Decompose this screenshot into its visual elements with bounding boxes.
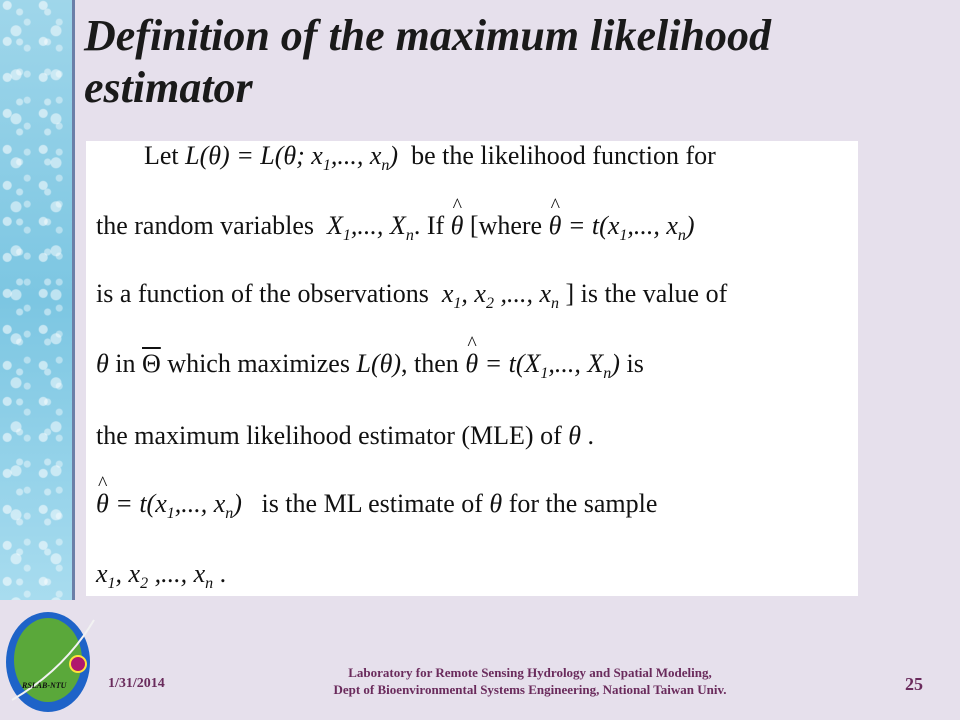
text-then: , then xyxy=(401,349,466,378)
likelihood-short: L(θ) xyxy=(356,349,402,378)
slide-title: Definition of the maximum likelihood estimator xyxy=(84,11,771,112)
sample-expr: $x_1$, $x_2$ ,..., $x_n$ xyxy=(96,559,214,593)
content-line-5: the maximum likelihood estimator (MLE) of θ . xyxy=(96,421,595,450)
rslab-logo xyxy=(4,600,96,716)
slide-date: 1/31/2014 xyxy=(108,676,165,691)
sidebar-divider xyxy=(72,0,75,600)
theta-hat-symbol: ^ θ xyxy=(451,211,464,241)
text-is: is xyxy=(626,349,644,378)
logo-text: RSLAB-NTU xyxy=(22,681,67,690)
content-line-6: ^ $\theta = t(x_1$,..., $x_n$) is the ML estimate of θ for the sample xyxy=(96,489,657,523)
content-line-1 xyxy=(144,141,716,175)
text-where: [where xyxy=(469,211,549,240)
text-which-maximizes: which maximizes xyxy=(167,349,357,378)
footer-line-2: Dept of Bioenvironmental Systems Engineering, National Taiwan Univ. xyxy=(333,682,727,697)
text-let: Let xyxy=(144,141,186,170)
footer-affiliation xyxy=(270,664,790,698)
likelihood-expression: L(θ) = L(θ; $x_1$,..., $x_n$) xyxy=(185,141,399,175)
footer-line-1: Laboratory for Remote Sensing Hydrology and Spatial Modeling, xyxy=(348,665,712,680)
text-for-sample: for the sample xyxy=(508,489,658,518)
theta-symbol-3: θ xyxy=(489,489,503,518)
text-in: in xyxy=(115,349,143,378)
theta-hat-symbol-3: ^ θ xyxy=(465,349,478,379)
text-likelihood-function: be the likelihood function for xyxy=(411,141,716,170)
theta-symbol: θ xyxy=(96,349,109,378)
theta-symbol-2: θ xyxy=(568,421,582,450)
theta-hat-symbol-2: ^ θ xyxy=(549,211,562,241)
content-line-2: the random variables $X_1$,..., $X_n$. If ^ θ [where ^ $\theta = t(x_1$,..., $x_n$) xyxy=(96,211,695,245)
text-mle-definition: the maximum likelihood estimator (MLE) of xyxy=(96,421,569,450)
text-function-of-observations: is a function of the observations xyxy=(96,279,436,308)
text-ml-estimate: is the ML estimate of xyxy=(254,489,490,518)
content-line-4: θ in $\overline{\Theta}$ which maximizes L(θ), then ^ $\theta = t(X_1$,..., $X_n$) is xyxy=(96,349,644,383)
observations-expr: $x_1$, $x_2$ ,..., $x_n$ xyxy=(441,279,560,313)
content-line-3 xyxy=(96,279,727,313)
random-variables-expr: $X_1$,..., $X_n$ xyxy=(327,211,414,245)
page-number: 25 xyxy=(905,674,923,694)
parameter-space-symbol: $\overline{\Theta}$ xyxy=(142,349,161,378)
text-if: . If xyxy=(413,211,451,240)
definition-image xyxy=(86,141,858,596)
theta-hat-symbol-4: ^ θ xyxy=(96,489,109,519)
content-line-7: $x_1$, $x_2$ ,..., $x_n$ . xyxy=(96,559,227,593)
text-value-of: ] is the value of xyxy=(565,279,728,308)
text-random-variables: the random variables xyxy=(96,211,321,240)
decorative-sidebar xyxy=(0,0,72,600)
